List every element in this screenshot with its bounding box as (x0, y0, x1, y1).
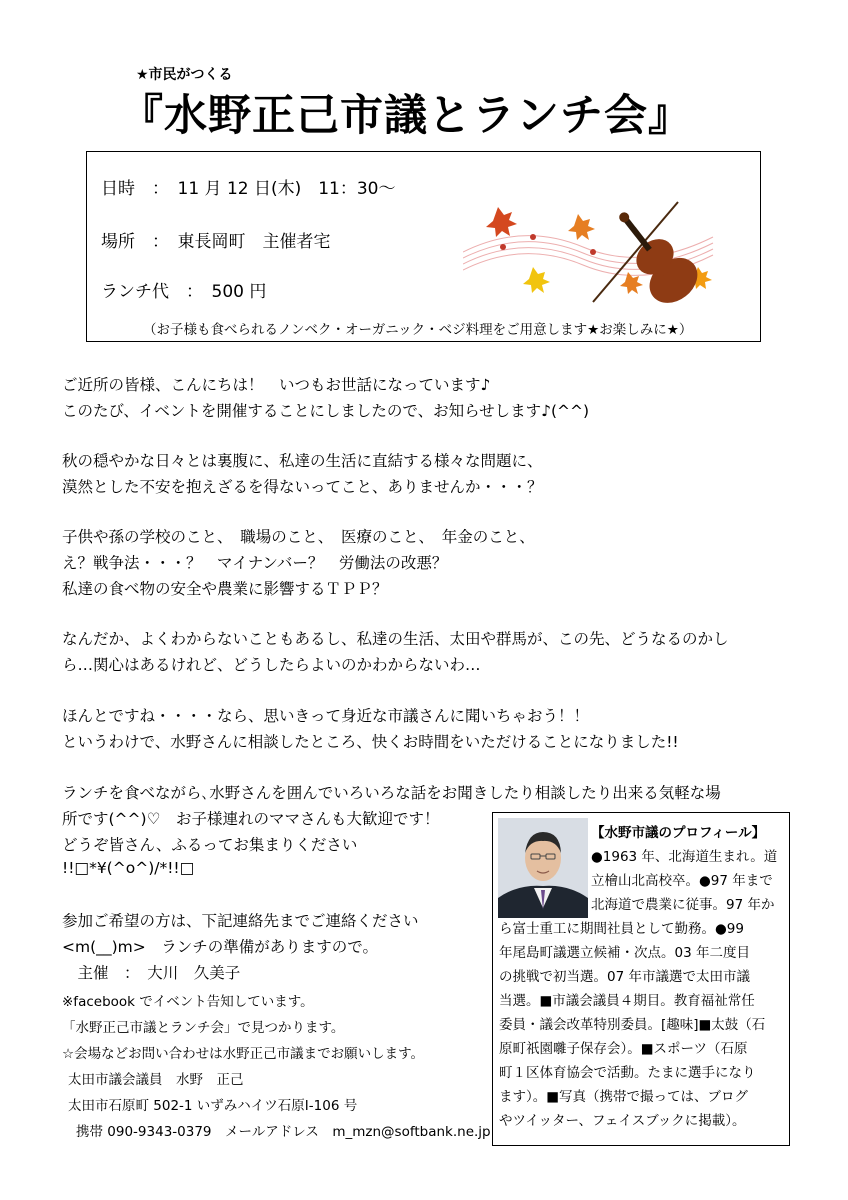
body-line: ランチを食べながら､水野さんを囲んでいろいろな話をお聞きしたり相談したり出来る気軽な場 (62, 784, 721, 802)
event-price: ランチ代 ： 500 円 (101, 282, 267, 302)
body-line: え？戦争法・・・？ マイナンバー？ 労働法の改悪？ (62, 554, 448, 572)
body-line: というわけで、水野さんに相談したところ、快くお時間をいただけることになりました!! (62, 733, 679, 751)
profile-line: ら富士重工に期間社員として勤務。●99 (499, 921, 744, 937)
profile-line: 立檜山北高校卒。●97 年まで (591, 873, 773, 889)
body-line: <m(__)m> ランチの準備がありますので。 (62, 938, 378, 956)
page-title: 『水野正己市議とランチ会』 (120, 91, 692, 141)
profile-line: 当選。■市議会議員４期目。教育福祉常任 (499, 993, 755, 1009)
body-line: 私達の食べ物の安全や農業に影響するＴＰＰ？ (62, 580, 388, 598)
profile-line: 町１区体育協会で活動。たまに選手になり (499, 1065, 756, 1081)
profile-box (492, 812, 790, 1146)
event-date: 日時 ： 11 月 12 日(木) 11：30～ (101, 179, 396, 199)
footer-line: ※facebook でイベント告知しています。 (62, 994, 314, 1010)
profile-line: 原町祇園囃子保存会）。■スポーツ（石原 (499, 1041, 748, 1057)
body-line: !!□*¥(^o^)/*!!□ (62, 859, 195, 877)
profile-heading: 【水野市議のプロフィール】 (591, 825, 766, 841)
portrait-photo (498, 818, 588, 918)
contact-address: 太田市石原町 502-1 いずみハイツ石原Ⅰ-106 号 (68, 1098, 358, 1114)
body-line: ら…関心はあるけれど、どうしたらよいのかわからないわ… (62, 656, 481, 674)
body-line: 参加ご希望の方は、下記連絡先までご連絡ください (62, 912, 419, 930)
contact-phone-email: 携帯 090-9343-0379 メールアドレス m_mzn@softbank.ne.jp (76, 1124, 491, 1140)
event-info-box (86, 151, 761, 342)
violin-autumn-leaves-icon (463, 192, 718, 312)
body-line: ほんとですね・・・・なら、思いきって身近な市議さんに聞いちゃおう！！ (62, 707, 590, 725)
profile-line: の挑戦で初当選。07 年市議選で太田市議 (499, 969, 750, 985)
profile-line: 北海道で農業に従事。97 年か (591, 897, 775, 913)
body-line: どうぞ皆さん、ふるってお集まりください (62, 836, 358, 854)
contact-name: 太田市議会議員 水野 正己 (68, 1072, 244, 1088)
body-line: ご近所の皆様、こんにちは！ いつもお世話になっています♪ (62, 376, 491, 394)
profile-line: ます）。■写真（携帯で撮っては、ブログ (499, 1089, 749, 1105)
tagline: ★市民がつくる (136, 67, 233, 83)
event-place: 場所 ： 東長岡町 主催者宅 (101, 232, 331, 252)
profile-line: 委員・議会改革特別委員。[趣味]■太鼓（石 (499, 1017, 766, 1033)
profile-line: やツイッター、フェイスブックに掲載）。 (499, 1113, 746, 1129)
profile-line: 年尾島町議選立候補・次点。03 年二度目 (499, 945, 750, 961)
body-line: 子供や孫の学校のこと、 職場のこと、 医療のこと、 年金のこと、 (62, 528, 535, 546)
footer-line: 「水野正己市議とランチ会」で見つかります。 (62, 1020, 345, 1036)
body-line: 所です(^^)♡ お子様連れのママさんも大歓迎です！ (62, 810, 440, 828)
footer-line: ☆会場などお問い合わせは水野正己市議までお願いします。 (62, 1046, 425, 1062)
organizer-line: 主催 ： 大川 久美子 (62, 964, 241, 982)
body-line: 秋の穏やかな日々とは裏腹に、私達の生活に直結する様々な問題に、 (62, 452, 543, 470)
body-line: なんだか、よくわからないこともあるし、私達の生活、太田や群馬が、この先、どうなるのかし (62, 630, 729, 648)
event-note: （お子様も食べられるノンベク・オーガニック・ベジ料理をご用意します★お楽しみに★） (143, 322, 693, 338)
profile-line: ●1963 年、北海道生まれ。道 (591, 849, 778, 865)
body-line: このたび、イベントを開催することにしましたので、お知らせします♪(^^) (62, 402, 590, 420)
body-line: 漠然とした不安を抱えざるを得ないってこと、ありませんか・・・？ (62, 478, 543, 496)
